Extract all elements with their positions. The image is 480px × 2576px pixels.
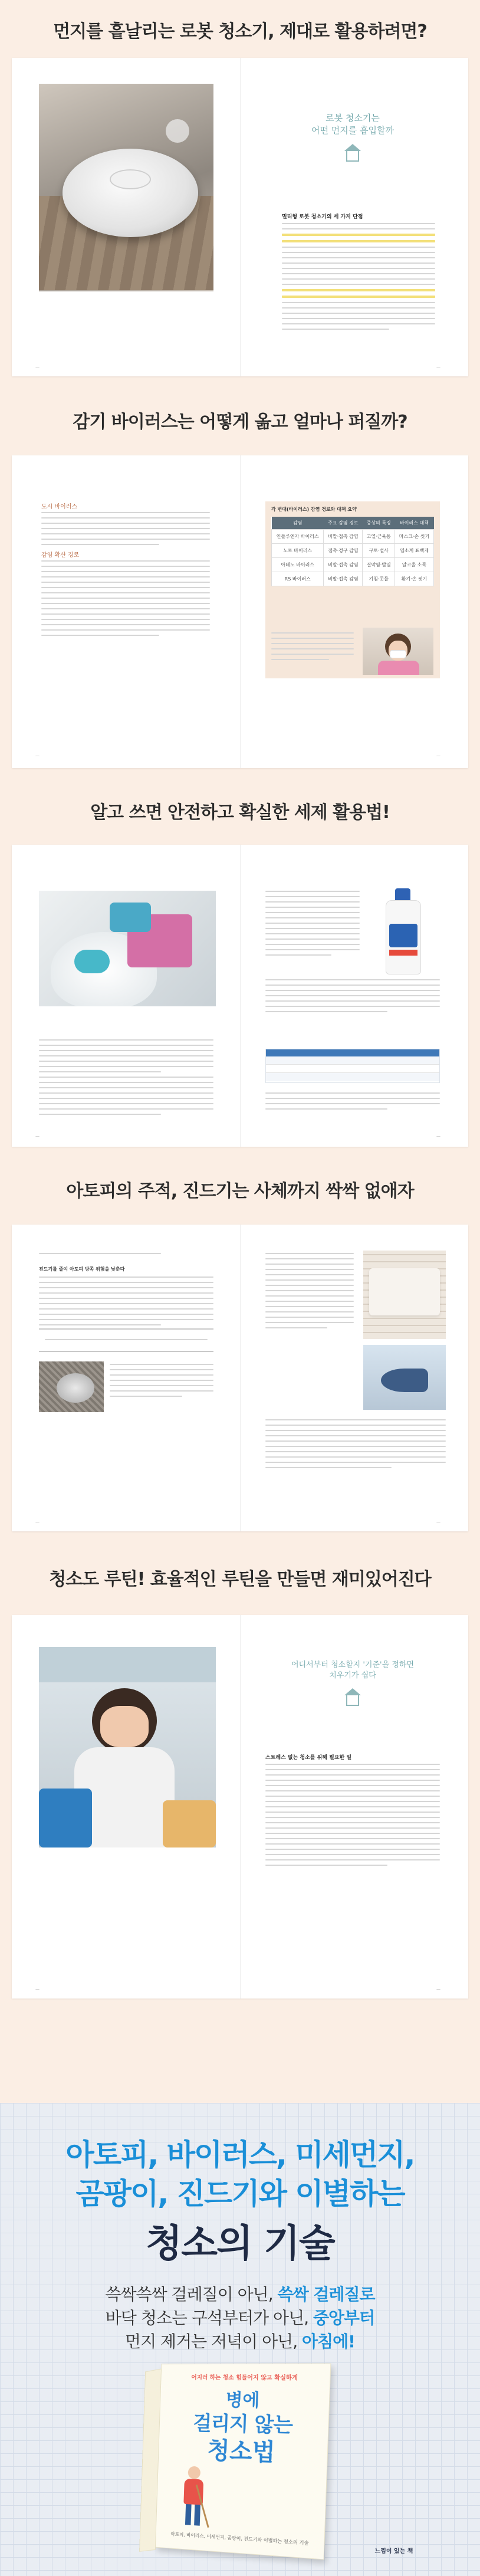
body-text [265,979,440,1016]
bedding-photo [363,1251,446,1339]
section-heading-virus: 감기 바이러스는 어떻게 옮고 얼마나 퍼질까? [73,412,407,432]
table-row: 노로 바이러스 접촉·경구 감염 구토·설사 염소계 표백제 [272,544,434,558]
page-subtitle: 스트레스 없는 청소를 위해 필요한 일 [265,1755,352,1761]
body-text [110,1364,213,1401]
virus-table [271,517,434,586]
detergent-table [265,1049,440,1083]
page-number: — [35,753,40,758]
section-heading-mites: 아토피의 주적, 진드기는 사체까지 싹싹 없애자 [66,1181,414,1202]
subheading: 감염 확산 경로 [41,552,80,559]
promo-title: 청소의 기술 [146,2222,334,2266]
toilet-cleaning-photo [39,891,216,1006]
table-title: 각 변대(바이러스) 감염 경로와 대책 요약 [271,507,357,512]
table-row: 인플루엔자 바이러스 비말·접촉 감염 고열·근육통 마스크·손 씻기 [272,530,434,544]
page-number: — [35,365,40,369]
promo-desc-1: 쓱싹쓱싹 걸레질이 아닌, 쓱싹 걸레질로 [105,2285,375,2304]
body-text [39,1253,213,1258]
book-spread-1 [12,58,468,376]
table-title: 진드기를 줄여 아토피 방쪽 위험을 낮춘다 [39,1266,125,1272]
stressed-woman-photo [39,1647,216,1847]
page-number: — [436,365,440,369]
child-with-mask-photo [363,628,433,675]
body-text [265,1764,440,1870]
body-text [265,1419,446,1472]
body-text [41,512,210,549]
cleaning-person-illustration [170,2466,218,2532]
book-footer: 아토피, 바이러스, 미세먼지, 곰팡이, 진드기와 이별하는 청소의 기술 [170,2531,309,2547]
promo-desc-3: 먼지 제거는 저녁이 아닌, 아침에! [125,2332,355,2351]
page-number: — [436,753,440,758]
book-title-1: 병에 [225,2390,260,2411]
promo-line-1: 아토피, 바이러스, 미세먼지, [65,2138,415,2172]
table-row: 아데노 바이러스 비말·접촉 감염 결막염·발열 알코올 소독 [272,558,434,572]
body-text [265,1092,440,1114]
book-spread-2 [12,455,468,768]
section-heading-robot: 먼지를 흩날리는 로봇 청소기, 제대로 활용하려면? [53,21,427,42]
section-heading-detergent: 알고 쓰면 안전하고 확실한 세제 활용법! [90,802,390,823]
house-icon [346,1695,359,1706]
page-number: — [35,1520,40,1524]
table-header: 바이러스 대책 [395,517,434,530]
body-text [41,560,210,640]
vacuum-floor-photo [39,1361,104,1412]
table-header: 증상의 특징 [363,517,395,530]
house-icon [346,151,359,162]
promo-desc-2: 바닥 청소는 구석부터가 아닌, 중앙부터 [105,2308,375,2328]
section-heading-routine: 청소도 루틴! 효율적인 루틴을 만들면 재미있어진다 [49,1569,431,1590]
book-tagline: 어지러 하는 청소 힘들어지 않고 확실하게 [191,2374,298,2382]
page-number: — [436,1520,440,1524]
body-text [265,1253,354,1333]
page-number: — [436,1134,440,1138]
book-spread-3 [12,845,468,1147]
book-cover [155,2364,331,2560]
promo-line-2: 곰팡이, 진드기와 이별하는 [75,2177,405,2211]
body-text [45,1339,208,1344]
page-number: — [35,1987,40,1991]
body-text [282,223,435,334]
book-title-2: 걸리지 않는 [192,2411,293,2438]
body-text [39,1039,213,1119]
iron-photo [363,1345,446,1410]
table-header: 주요 감염 경로 [324,517,363,530]
chapter-title-routine: 어디서부터 청소할지 '기준'을 정하면 치우기가 쉽다 [291,1661,414,1681]
page-subtitle: 멀티형 로봇 청소기의 세 가지 단점 [282,214,363,220]
publisher-logo: 느낌이 있는 책 [374,2548,413,2555]
body-text [271,632,354,664]
book-spread-4 [12,1225,468,1531]
page-number: — [35,1134,40,1138]
body-text [39,1276,213,1330]
table-header: 감염 [272,517,324,530]
subheading: 도시 바이러스 [41,504,78,510]
book-spread-5 [12,1615,468,1999]
page-number: — [436,1987,440,1991]
chapter-title-robot: 로봇 청소기는 어떤 먼지를 흡입할까 [311,113,394,136]
bleach-bottle-photo [382,888,425,977]
robot-vacuum-photo [39,84,213,291]
book-title-3: 청소법 [206,2437,276,2467]
body-text [265,891,360,960]
table-row: RS 바이러스 비말·접촉 감염 기침·콧물 환기·손 씻기 [272,572,434,586]
